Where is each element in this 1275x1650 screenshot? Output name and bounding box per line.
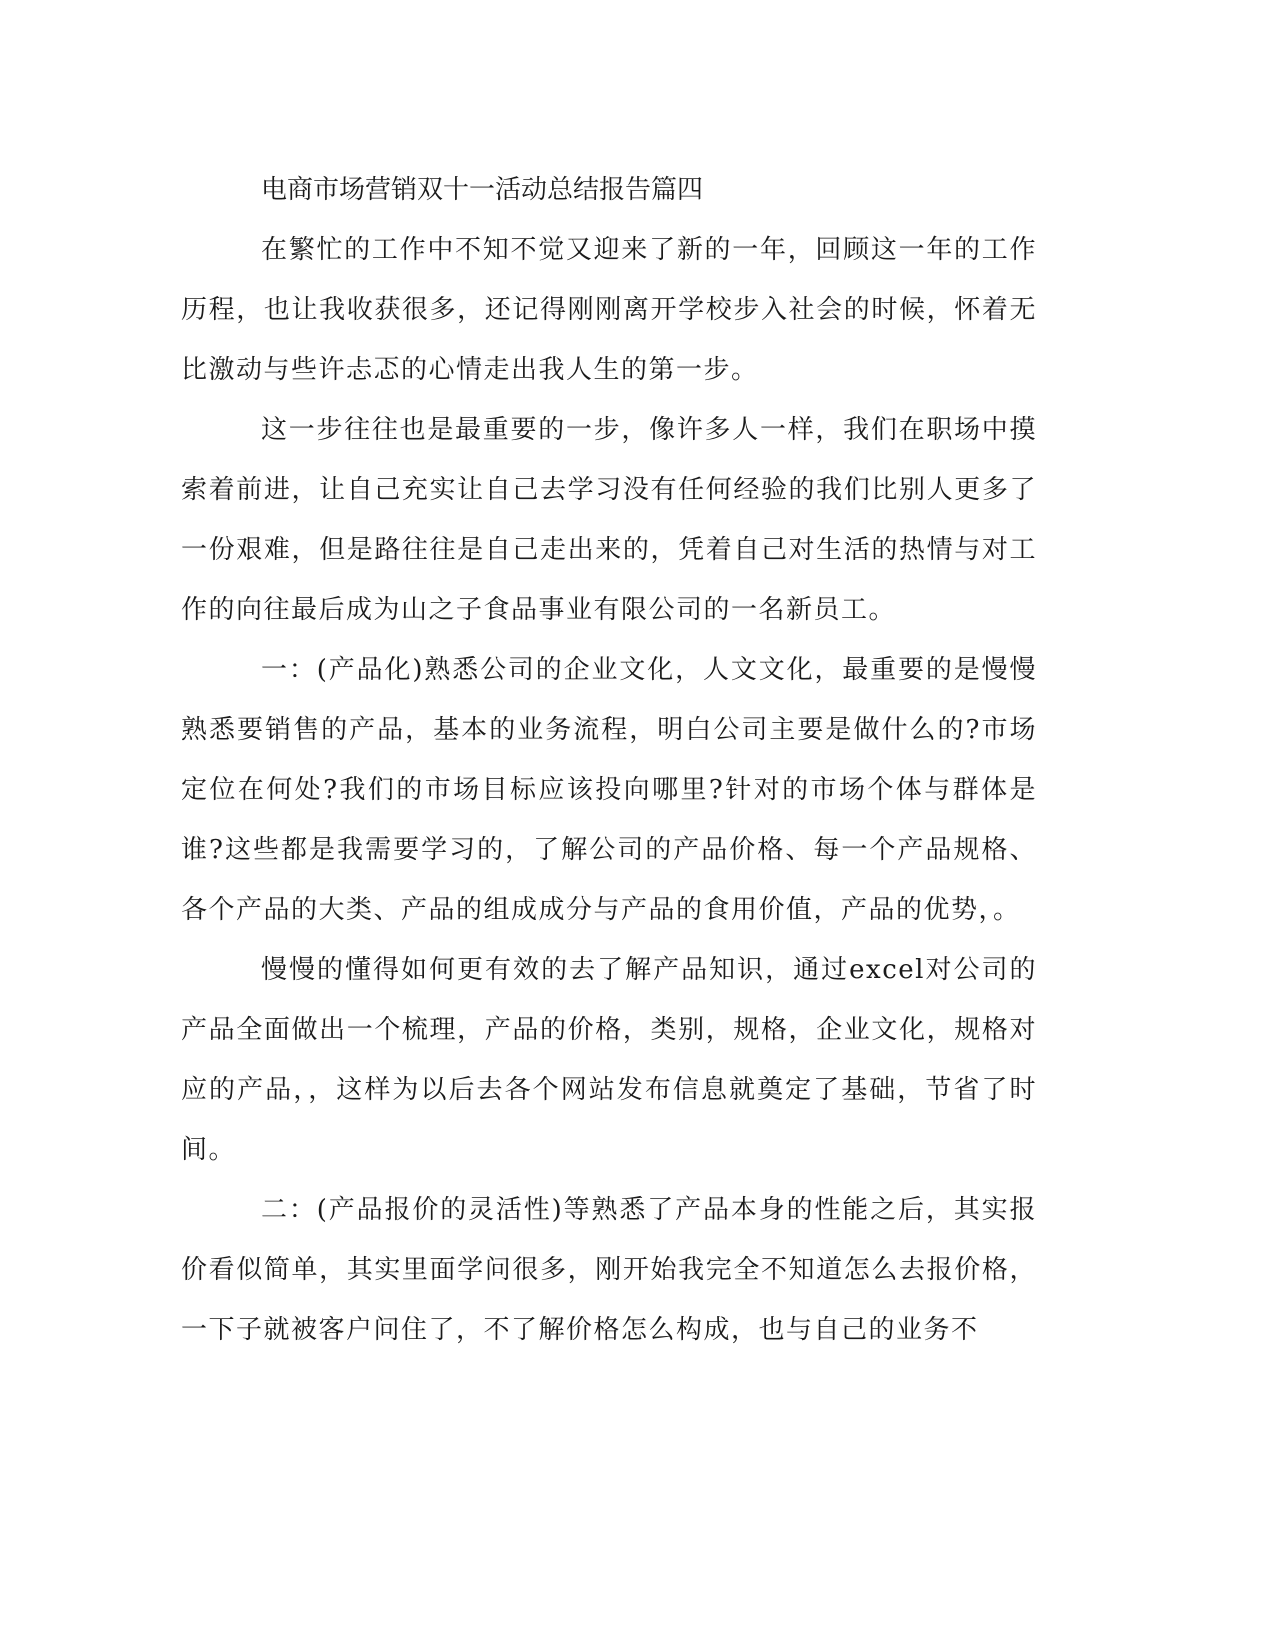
document-body (181, 160, 1037, 1360)
document-title: 电商市场营销双十一活动总结报告篇四 (261, 175, 704, 205)
paragraph-4: 慢慢的懂得如何更有效的去了解产品知识，通过excel对公司的产品全面做出一个梳理，产品的价格，类别，规格，企业文化，规格对应的产品，，这样为以后去各个网站发布信息就奠定了基础，节省了时间。 (181, 955, 1037, 1165)
paragraph-5: 二：(产品报价的灵活性)等熟悉了产品本身的性能之后，其实报价看似简单，其实里面学问很多，刚开始我完全不知道怎么去报价格，一下子就被客户问住了，不了解价格怎么构成，也与自己的业务不 (181, 1195, 1037, 1345)
paragraph-2: 这一步往往也是最重要的一步，像许多人一样，我们在职场中摸索着前进，让自己充实让自己去学习没有任何经验的我们比别人更多了一份艰难，但是路往往是自己走出来的，凭着自己对生活的热情与对工作的向往最后成为山之子食品事业有限公司的一名新员工。 (181, 415, 1037, 625)
paragraph-1: 在繁忙的工作中不知不觉又迎来了新的一年，回顾这一年的工作历程，也让我收获很多，还记得刚刚离开学校步入社会的时候，怀着无比激动与些许忐忑的心情走出我人生的第一步。 (181, 235, 1037, 385)
paragraph-3: 一：(产品化)熟悉公司的企业文化，人文文化，最重要的是慢慢熟悉要销售的产品，基本的业务流程，明白公司主要是做什么的?市场定位在何处?我们的市场目标应该投向哪里?针对的市场个体与群体是谁?这些都是我需要学习的，了解公司的产品价格、每一个产品规格、各个产品的大类、产品的组成成分与产品的食用价值，产品的优势，。 (181, 655, 1037, 925)
